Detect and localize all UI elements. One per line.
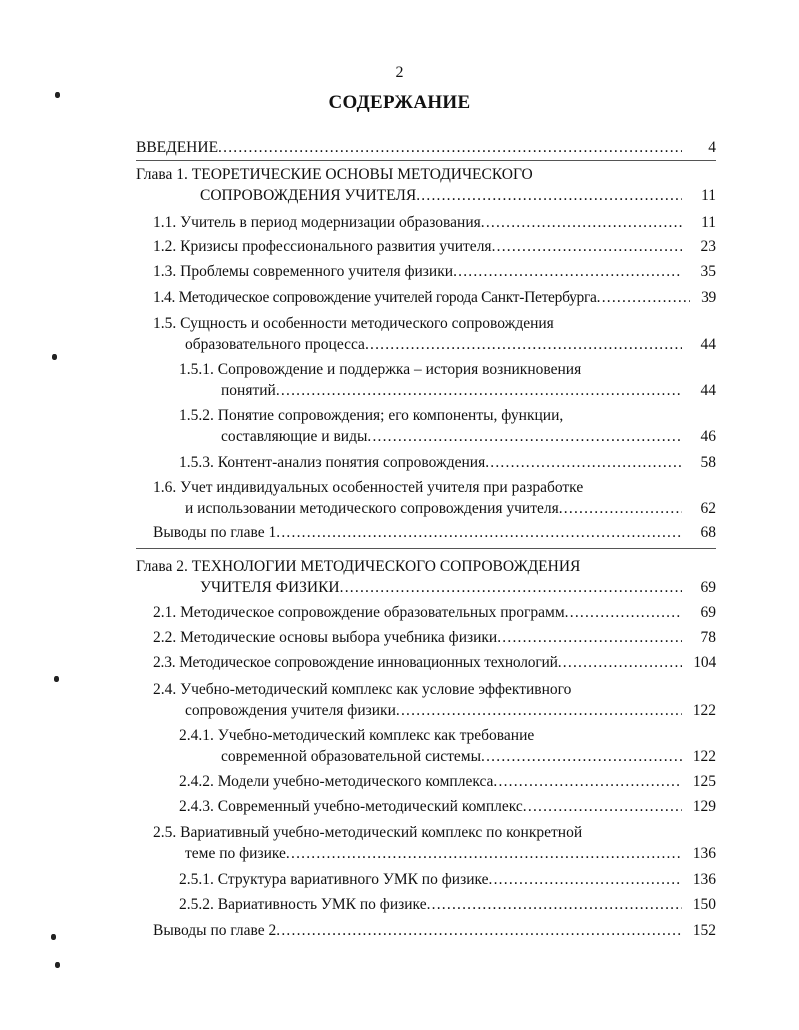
page-title: СОДЕРЖАНИЕ [328,92,471,113]
toc-entry-heading: Глава 2. ТЕХНОЛОГИИ МЕТОДИЧЕСКОГО СОПРОВОЖДЕНИЯ [136,558,581,575]
toc-page-number: 11 [701,214,716,231]
toc-entry-2-4-2[interactable] [179,771,716,792]
toc-page-number: 44 [700,336,716,353]
toc-page-number: 122 [692,748,716,765]
toc-page-number: 125 [692,773,716,790]
toc-entry-heading: 1.5. Сущность и особенности методического сопровождения [153,315,554,332]
toc-entry-text: 2.4.2. Модели учебно-методического комплекса [179,773,494,790]
leader-dots [276,920,682,941]
toc-entry-text: сопровождения учителя физики [185,702,396,719]
toc-entry-text: 1.3. Проблемы современного учителя физики [153,263,454,280]
leader-dots [565,602,682,623]
toc-entry-1-6[interactable] [153,477,716,519]
toc-entry-2-5[interactable] [153,822,716,864]
toc-page-number: 4 [708,139,716,156]
toc-entry-text: 2.5.2. Вариативность УМК по физике [179,896,427,913]
toc-entry-text: образовательного процесса [185,336,365,353]
leader-dots [481,746,682,767]
leader-dots [365,334,682,355]
toc-entry-2-2[interactable] [153,627,716,648]
toc-entry-conclusions-1[interactable] [153,522,716,543]
toc-page-number: 136 [692,871,716,888]
toc-entry-1-5[interactable] [153,313,716,355]
leader-dots [367,426,682,447]
leader-dots [416,185,682,206]
toc-entry-1-5-3[interactable] [179,452,716,473]
toc-entry-2-3[interactable] [153,652,716,673]
scan-speck [54,676,59,682]
toc-entry-heading: 1.5.2. Понятие сопровождения; его компоненты, функции, [179,407,564,424]
leader-dots [340,577,682,598]
toc-entry-text: 1.5.3. Контент-анализ понятия сопровождения [179,454,486,471]
toc-page-number: 136 [692,845,716,862]
toc-entry-heading: 2.5. Вариативный учебно-методический комплекс по конкретной [153,824,583,841]
toc-entry-text: Выводы по главе 2 [153,922,277,939]
leader-dots [218,137,682,158]
toc-page-number: 23 [700,238,716,255]
toc-entry-chapter-2[interactable] [136,556,716,598]
toc-entry-text: и использовании методического сопровождения учителя [185,500,559,517]
leader-dots [276,380,682,401]
toc-page-number: 104 [693,654,716,671]
toc-entry-1-5-1[interactable] [179,359,716,401]
toc-entry-conclusions-2[interactable] [153,920,716,941]
toc-entry-text: теме по физике [185,845,286,862]
toc-entry-heading: Глава 1. ТЕОРЕТИЧЕСКИЕ ОСНОВЫ МЕТОДИЧЕСКОГО [136,166,533,183]
toc-page-number: 68 [700,524,716,541]
leader-dots [286,843,682,864]
toc-page-number: 78 [700,629,716,646]
toc-page-number: 35 [700,263,716,280]
toc-page-number: 129 [692,798,716,815]
toc-page-number: 58 [700,454,716,471]
toc-entry-2-5-2[interactable] [179,894,716,915]
leader-dots [492,236,682,257]
page-number: 2 [395,64,404,81]
scan-speck [51,934,56,940]
toc-entry-2-1[interactable] [153,602,716,623]
toc-entry-text: современной образовательной системы [221,748,482,765]
leader-dots [493,771,682,792]
leader-dots [597,287,690,308]
toc-entry-1-3[interactable] [153,261,716,282]
toc-page-number: 11 [701,187,716,204]
toc-page-number: 44 [700,382,716,399]
toc-entry-heading: 1.6. Учет индивидуальных особенностей учителя при разработке [153,479,584,496]
toc-entry-2-4-3[interactable] [179,796,716,817]
toc-page-number: 69 [700,604,716,621]
separator-line [136,160,716,161]
toc-entry-1-4[interactable] [153,287,716,308]
toc-entry-text: Выводы по главе 1 [153,524,277,541]
toc-entry-text: 2.5.1. Структура вариативного УМК по физике [179,871,489,888]
toc-entry-chapter-1[interactable] [136,164,716,206]
toc-page-number: 152 [692,922,716,939]
leader-dots [481,212,682,233]
leader-dots [276,522,682,543]
toc-entry-text: 1.4. Методическое сопровождение учителей города Санкт-Петербурга [153,289,597,306]
toc-entry-1-2[interactable] [153,236,716,257]
leader-dots [523,796,682,817]
toc-entry-text: понятий [221,382,276,399]
toc-entry-1-5-2[interactable] [179,405,716,447]
toc-page-number: 39 [701,289,716,306]
toc-entry-heading: 2.4.1. Учебно-методический комплекс как требование [179,727,535,744]
scan-speck [55,92,60,98]
toc-entry-text: 2.2. Методические основы выбора учебника физики [153,629,498,646]
toc-entry-text: 2.1. Методическое сопровождение образовательных программ [153,604,565,621]
leader-dots [427,894,682,915]
leader-dots [453,261,682,282]
toc-entry-introduction[interactable] [136,137,716,158]
toc-entry-2-4[interactable] [153,679,716,721]
toc-entry-text: 1.2. Кризисы профессионального развития учителя [153,238,492,255]
toc-entry-text: СОПРОВОЖДЕНИЯ УЧИТЕЛЯ [200,187,417,204]
leader-dots [489,869,682,890]
toc-entry-2-5-1[interactable] [179,869,716,890]
leader-dots [396,700,682,721]
toc-page-number: 62 [700,500,716,517]
toc-entry-heading: 2.4. Учебно-методический комплекс как условие эффективного [153,681,572,698]
toc-entry-text: 1.1. Учитель в период модернизации образования [153,214,481,231]
separator-line [136,548,716,549]
toc-entry-text: 2.4.3. Современный учебно-методический комплекс [179,798,523,815]
toc-entry-2-4-1[interactable] [179,725,716,767]
leader-dots [497,627,682,648]
toc-entry-text: составляющие и виды [221,428,368,445]
toc-entry-text: УЧИТЕЛЯ ФИЗИКИ [200,579,340,596]
toc-page-number: 69 [700,579,716,596]
leader-dots [485,452,682,473]
toc-page-number: 46 [700,428,716,445]
toc-entry-text: ВВЕДЕНИЕ [136,139,219,156]
leader-dots [559,498,682,519]
toc-page-number: 150 [692,896,716,913]
scan-speck [55,962,60,968]
toc-entry-heading: 1.5.1. Сопровождение и поддержка – история возникновения [179,361,582,378]
scan-speck [52,354,57,360]
leader-dots [558,652,682,673]
toc-entry-text: 2.3. Методическое сопровождение инновационных технологий [153,654,558,671]
toc-page-number: 122 [692,702,716,719]
toc-entry-1-1[interactable] [153,212,716,233]
